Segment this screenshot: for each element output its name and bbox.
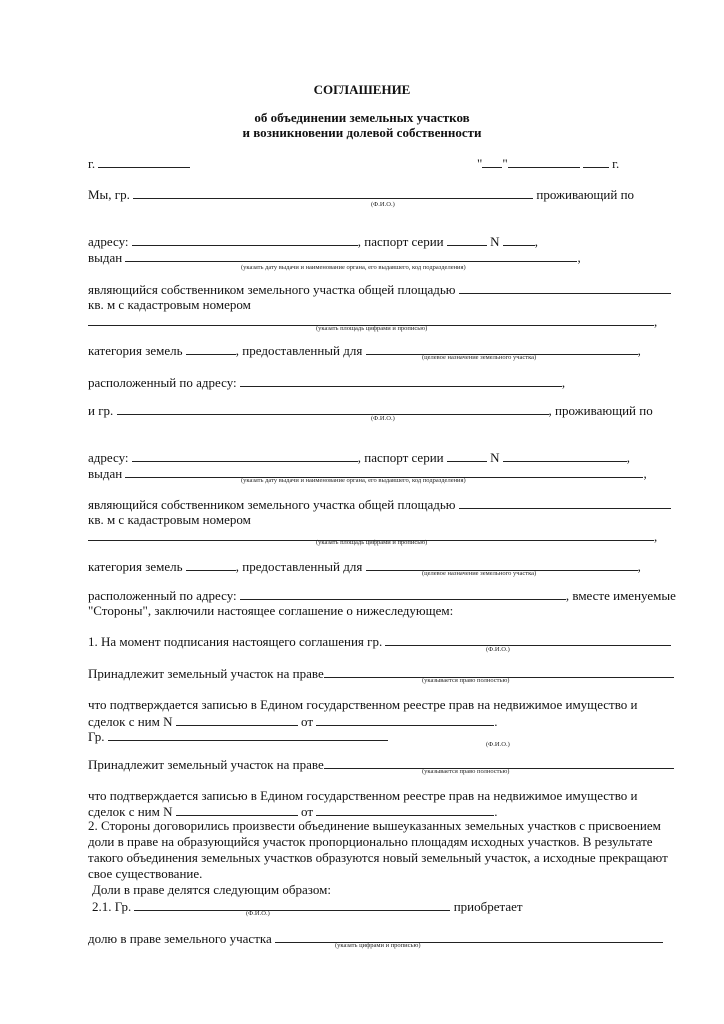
clause1-record-date-field[interactable]: [316, 713, 494, 726]
party2-fio-hint: (Ф.И.О.): [371, 415, 395, 422]
party2-issued: выдан: [88, 466, 123, 481]
party2-passport-series: , паспорт серии: [357, 450, 444, 465]
party1-cadastral-comma: ,: [654, 314, 658, 329]
clause1-fio-hint: (Ф.И.О.): [486, 646, 510, 653]
clause1-right-hint: (указывается право полностью): [422, 677, 510, 684]
party2-category: категория земель: [88, 559, 183, 574]
clause1-gr-line: [88, 728, 388, 745]
party2-issued-hint: (указать дату выдачи и наименование органа, его выдавшего, код подразделения): [241, 477, 466, 484]
party2-together: , вместе именуемые: [565, 588, 676, 603]
party2-address-line: [88, 449, 630, 466]
party1-provided-for: , предоставленный для: [235, 343, 363, 358]
party2-series-field[interactable]: [447, 449, 487, 462]
day-field[interactable]: [482, 155, 502, 168]
party2-owner-line: [88, 496, 671, 513]
party1-located-line: [88, 374, 565, 391]
party2-passport-n: N: [490, 450, 500, 465]
clause1-gr-field[interactable]: [108, 728, 388, 741]
document-subtitle-2: и возникновении долевой собственности: [242, 125, 482, 140]
parties-line: "Стороны", заключили настоящее соглашение о нижеследующем:: [88, 603, 454, 618]
clause2-share-text: долю в праве земельного участка: [88, 931, 272, 946]
clause2-share-field[interactable]: [275, 930, 663, 943]
party1-issued-hint: (указать дату выдачи и наименование органа, его выдавшего, код подразделения): [241, 264, 466, 271]
party1-passport-series: , паспорт серии: [357, 234, 444, 249]
party1-located: расположенный по адресу:: [88, 375, 237, 390]
party1-issued: выдан: [88, 250, 123, 265]
clause1-from: от: [301, 714, 314, 729]
party2-number-field[interactable]: [503, 449, 627, 462]
clause2-1-fio-hint: (Ф.И.О.): [246, 910, 270, 917]
party1-located-field[interactable]: [240, 374, 562, 387]
party1-purpose-comma: ,: [637, 343, 641, 358]
clause1-gr: Гр.: [88, 729, 105, 744]
party2-located-line: [88, 587, 676, 604]
clause1-belongs2-line: [88, 756, 674, 773]
clause1-record2-number-field[interactable]: [176, 803, 298, 816]
party1-owner-line: [88, 281, 671, 298]
clause1-line: [88, 633, 671, 650]
clause1-dot-2: .: [494, 804, 498, 819]
clause2-1-line: [92, 898, 523, 915]
clause1-right-hint-2: (указывается право полностью): [422, 768, 510, 775]
party2-owner-text: являющийся собственником земельного участка общей площадью: [88, 497, 456, 512]
clause1-confirm2: что подтверждается записью в Едином государственном реестре прав на недвижимое имущество и: [88, 788, 638, 803]
clause1-fio-field[interactable]: [385, 633, 671, 646]
party1-area-field[interactable]: [459, 281, 671, 294]
clause2-shares: Доли в праве делятся следующим образом:: [92, 882, 331, 897]
clause1-text: 1. На момент подписания настоящего соглашения гр.: [88, 634, 383, 649]
party1-issued-comma: ,: [577, 250, 581, 265]
party1-name-line: [88, 186, 634, 203]
clause1-record-number-field[interactable]: [176, 713, 298, 726]
document-title: СОГЛАШЕНИЕ: [313, 82, 411, 97]
clause2-share-hint: (указать цифрами и прописью): [335, 942, 421, 949]
party2-area-hint: (указать площадь цифрами и прописью): [316, 539, 428, 546]
party2-purpose-comma: ,: [637, 559, 641, 574]
party2-address-prefix: адресу:: [88, 450, 129, 465]
party2-area-field[interactable]: [459, 496, 671, 509]
clause1-dot: .: [494, 714, 498, 729]
party2-category-field[interactable]: [186, 558, 236, 571]
clause2-1-fio-field[interactable]: [134, 898, 450, 911]
party2-address-field[interactable]: [132, 449, 358, 462]
party1-passport-n: N: [490, 234, 500, 249]
party1-owner-text: являющийся собственником земельного участка общей площадью: [88, 282, 456, 297]
party1-fio-field[interactable]: [133, 186, 533, 199]
party2-cadastral: кв. м с кадастровым номером: [88, 512, 251, 527]
party2-issued-comma: ,: [643, 466, 647, 481]
clause2-line-2: доли в праве на образующийся участок пропорционально площадям исходных участков. В результате: [88, 834, 653, 849]
clause2-line-3: такого объединения земельных участков образуются новый земельный участок, а исходные прекращают: [88, 850, 668, 865]
clause1-deals2: сделок с ним N: [88, 804, 173, 819]
party1-address-line: [88, 233, 538, 250]
clause1-from2: от: [301, 804, 314, 819]
party1-located-comma: ,: [561, 375, 566, 390]
month-field[interactable]: [508, 155, 580, 168]
party1-we-prefix: Мы, гр.: [88, 187, 130, 202]
clause2-1-prefix: 2.1. Гр.: [92, 899, 132, 914]
party1-category: категория земель: [88, 343, 183, 358]
party2-category-line: [88, 558, 641, 575]
clause1-belongs-line: [88, 665, 674, 682]
clause1-deals: сделок с ним N: [88, 714, 173, 729]
party2-located-field[interactable]: [240, 587, 566, 600]
party1-category-field[interactable]: [186, 342, 236, 355]
clause1-fio-hint-2: (Ф.И.О.): [486, 741, 510, 748]
party1-area-hint: (указать площадь цифрами и прописью): [316, 325, 428, 332]
party2-fio-field[interactable]: [117, 402, 549, 415]
party2-located: расположенный по адресу:: [88, 588, 237, 603]
clause2-line-4: свое существование.: [88, 866, 203, 881]
party1-resides: проживающий по: [536, 187, 635, 202]
date-open-quote: ": [477, 156, 483, 171]
party1-number-field[interactable]: [503, 233, 535, 246]
date-close-quote: ": [502, 156, 508, 171]
party1-fio-hint: (Ф.И.О.): [371, 201, 395, 208]
party1-address-field[interactable]: [132, 233, 358, 246]
party1-comma: ,: [534, 234, 538, 249]
party1-category-line: [88, 342, 641, 359]
city-field[interactable]: [98, 155, 190, 168]
clause1-belongs2: Принадлежит земельный участок на праве: [88, 757, 324, 772]
date-line: [477, 155, 619, 172]
party1-purpose-hint: (целевое назначение земельного участка): [422, 354, 537, 361]
party1-issued-field[interactable]: [125, 249, 577, 262]
clause1-record2-date-field[interactable]: [316, 803, 494, 816]
document-subtitle-1: об объединении земельных участков: [254, 110, 470, 125]
year-field[interactable]: [583, 155, 609, 168]
party2-provided-for: , предоставленный для: [235, 559, 363, 574]
party2-resides: , проживающий по: [548, 403, 653, 418]
city-line: [88, 155, 190, 172]
year-suffix: г.: [612, 156, 620, 171]
clause1-belongs: Принадлежит земельный участок на праве: [88, 666, 324, 681]
party1-series-field[interactable]: [447, 233, 487, 246]
clause2-line-1: 2. Стороны договорились произвести объединение вышеуказанных земельных участков с присвоением: [88, 818, 661, 833]
city-prefix: г.: [88, 156, 96, 171]
clause1-confirm: что подтверждается записью в Едином государственном реестре прав на недвижимое имущество и: [88, 697, 638, 712]
party1-address-prefix: адресу:: [88, 234, 129, 249]
clause2-1-acquires: приобретает: [453, 899, 523, 914]
party2-purpose-hint: (целевое назначение земельного участка): [422, 570, 537, 577]
party2-cadastral-comma: ,: [654, 529, 658, 544]
party2-and-prefix: и гр.: [88, 403, 114, 418]
party1-cadastral: кв. м с кадастровым номером: [88, 297, 251, 312]
party2-number-comma: ,: [626, 450, 630, 465]
